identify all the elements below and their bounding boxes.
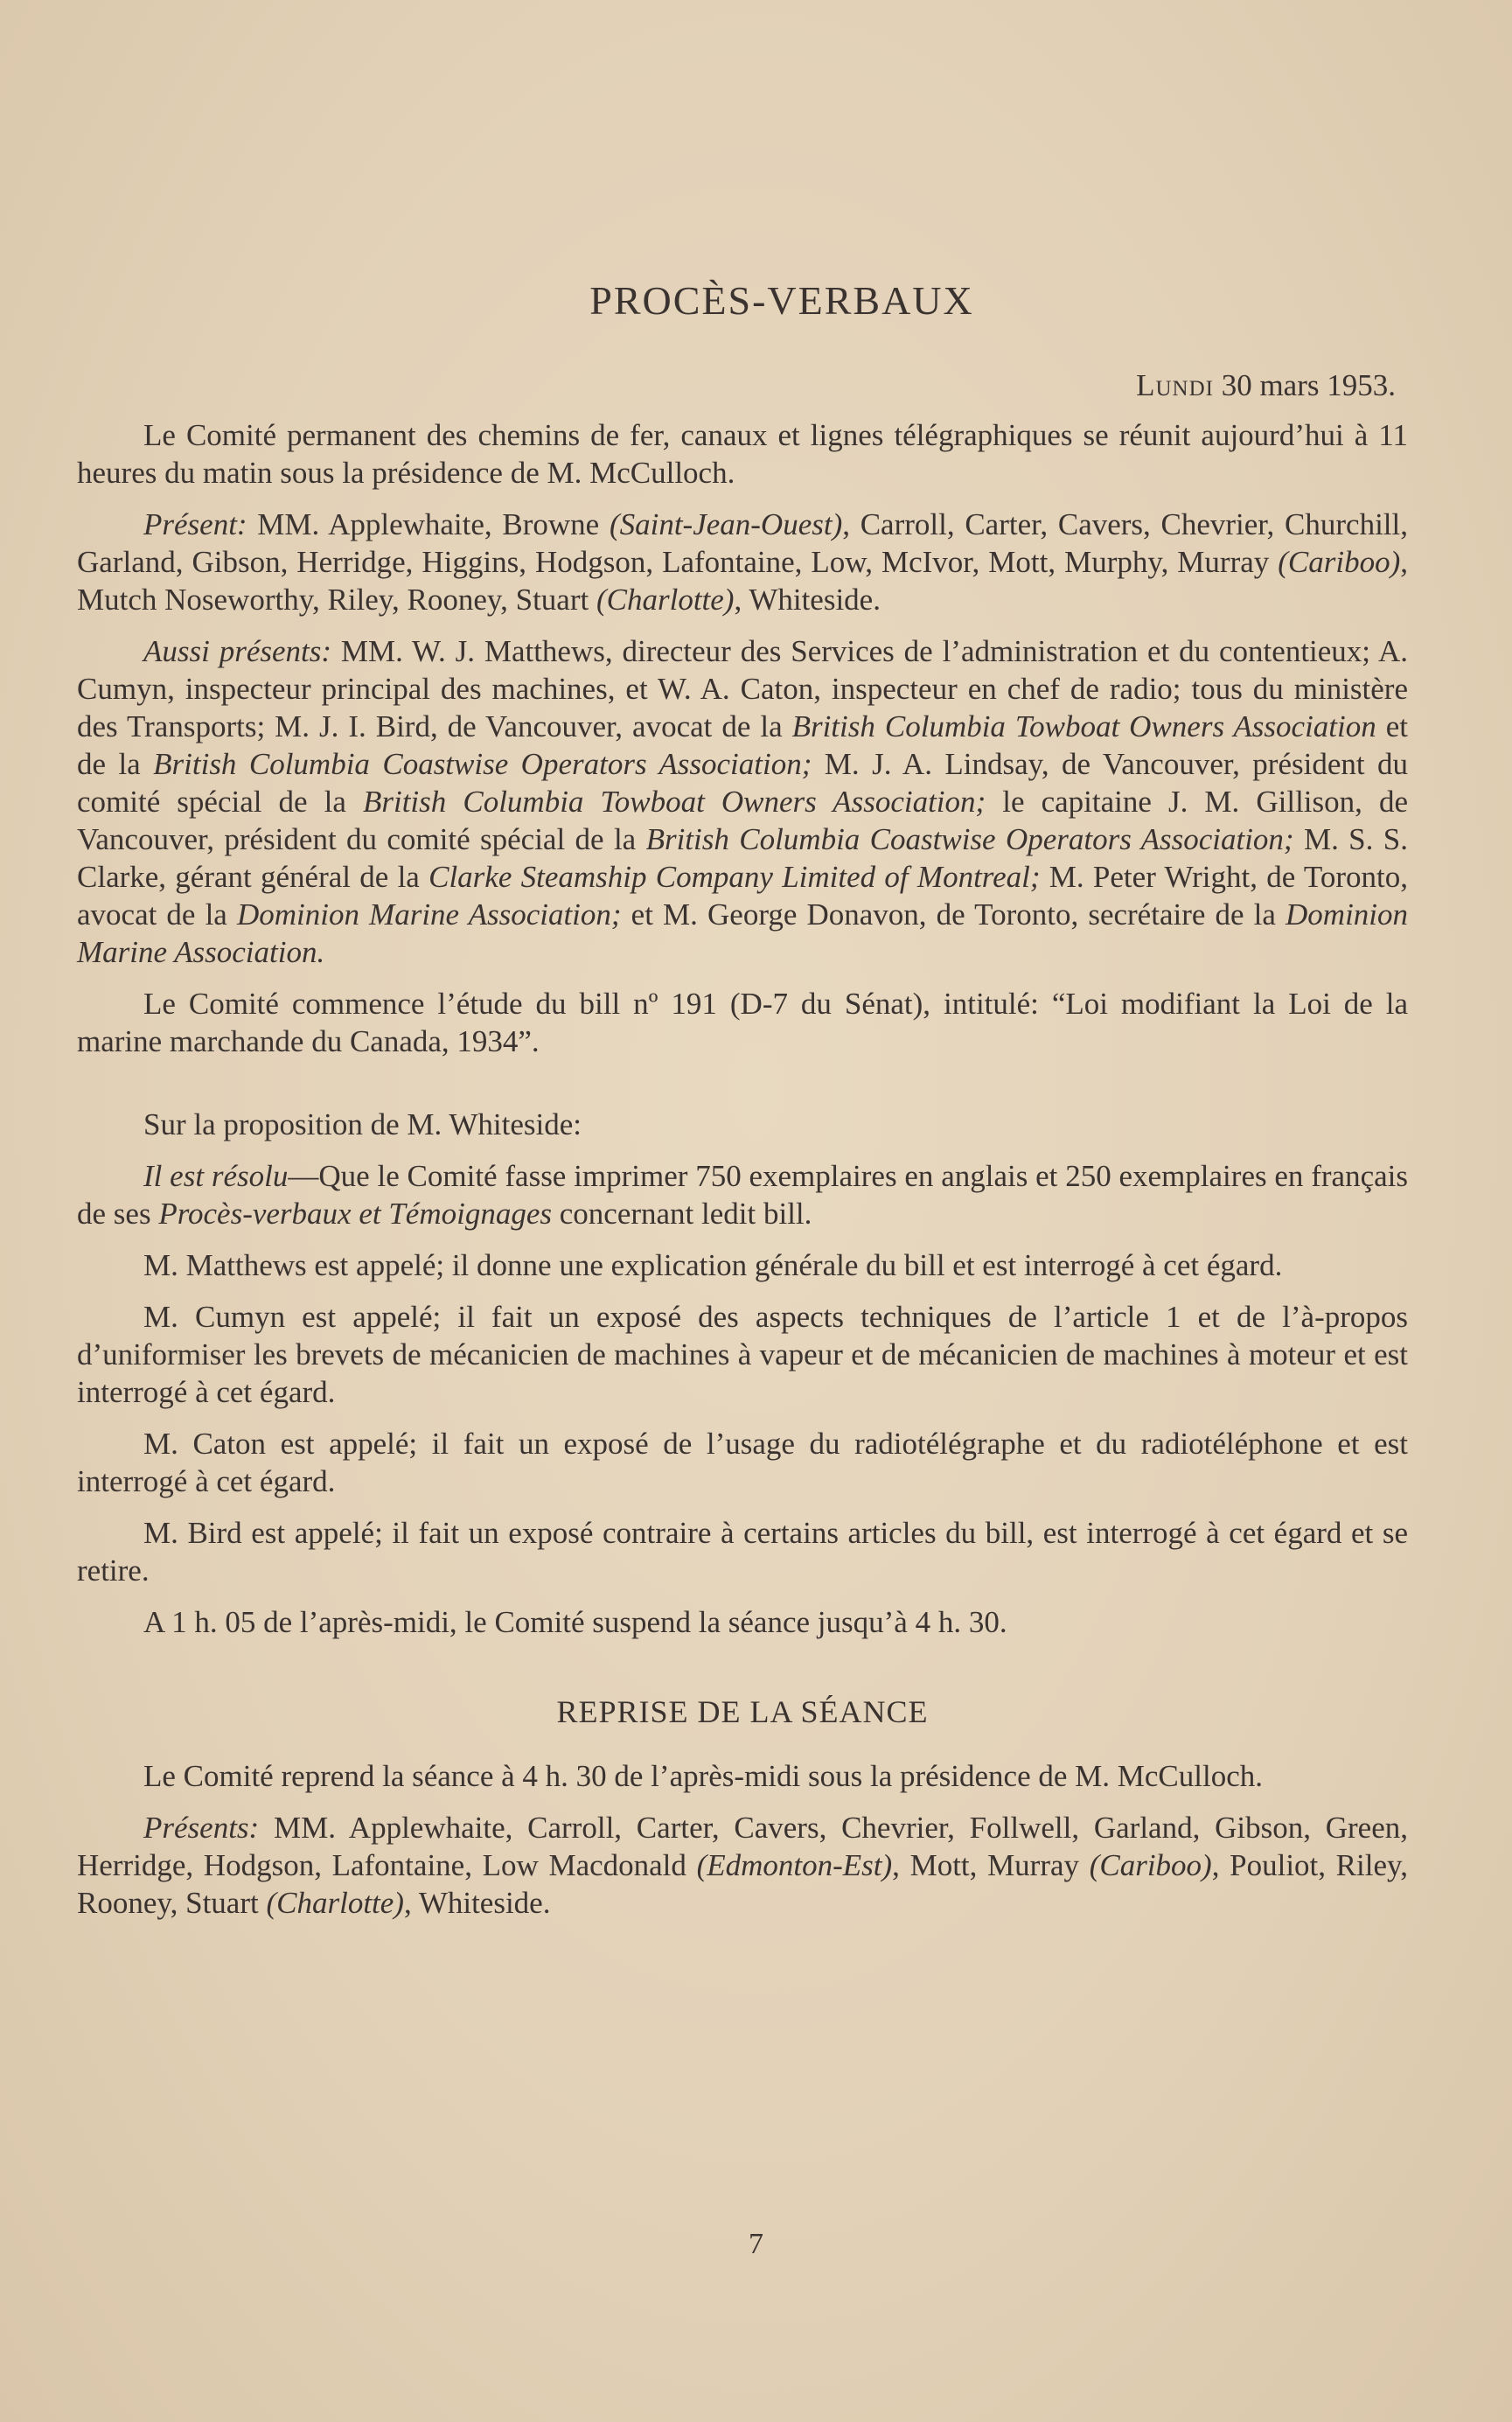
afternoon-riding-2: (Cariboo) xyxy=(1089,1848,1212,1882)
also-text-6: M. Peter Wright, de Toronto, avocat de la xyxy=(77,860,1408,932)
paragraph-bird: M. Bird est appelé; il fait un exposé contraire à certains articles du bill, est interrogé à cet égard et se retire. xyxy=(77,1516,1408,1588)
afternoon-text-4: , Whiteside. xyxy=(403,1886,551,1920)
members-lead: Présent: xyxy=(143,507,247,541)
date-rest: 30 mars 1953. xyxy=(1213,368,1396,402)
also-org-2: British Columbia Coastwise Operators Association; xyxy=(153,747,812,781)
resolution-text-1: —Que le Comité fasse imprimer 750 exemplaires en anglais et 250 exemplaires en français de ses xyxy=(77,1159,1408,1231)
paragraph-matthews: M. Matthews est appelé; il donne une explication générale du bill et est interrogé à cet égard. xyxy=(143,1248,1283,1282)
paragraph-opening: Le Comité permanent des chemins de fer, canaux et lignes télégraphiques se réunit aujourd’hui à 11 heures du matin sous la présidence de M. McCulloch. xyxy=(77,418,1408,490)
also-org-3: British Columbia Towboat Owners Association; xyxy=(362,785,986,819)
also-present-lead: Aussi présents: xyxy=(143,634,332,668)
paragraph-bill-study: Le Comité commence l’étude du bill nº 191 (D-7 du Sénat), intitulé: “Loi modifiant la Loi de la marine marchande du Canada, 1934”. xyxy=(77,987,1408,1058)
also-org-1: British Columbia Towboat Owners Association xyxy=(791,709,1376,743)
also-org-7: Dominion Marine Association. xyxy=(77,897,1409,969)
paragraph-members-present xyxy=(77,506,1408,618)
members-text-3: , Mutch Noseworthy, Riley, Rooney, Stuart xyxy=(77,545,1408,617)
members-riding-3: (Charlotte) xyxy=(596,583,735,617)
members-riding-2: (Cariboo) xyxy=(1278,545,1401,579)
also-text-7: et M. George Donavon, de Toronto, secrétaire de la xyxy=(621,897,1286,932)
afternoon-text-3: , Pouliot, Riley, Rooney, Stuart xyxy=(77,1848,1408,1920)
date-weekday: Lundi xyxy=(1136,368,1214,402)
paragraph-resumption: Le Comité reprend la séance à 4 h. 30 de l’après-midi sous la présidence de M. McCulloch. xyxy=(143,1759,1264,1793)
members-text-2: , Carroll, Carter, Cavers, Chevrier, Churchill, Garland, Gibson, Herridge, Higgins, Hodgson, Lafontaine, Low, McIvor, Mott, Murphy, Murray xyxy=(77,507,1408,579)
resolution-lead: Il est résolu xyxy=(143,1159,289,1193)
afternoon-riding-1: (Edmonton-Est) xyxy=(696,1848,893,1882)
page-title: PROCÈS-VERBAUX xyxy=(589,278,974,323)
paragraph-members-present-afternoon xyxy=(77,1809,1408,1922)
afternoon-text-1: MM. Applewhaite, Carroll, Carter, Cavers, Chevrier, Follwell, Garland, Gibson, Green, Herridge, Hodgson, Lafontaine, Low Macdonald xyxy=(77,1811,1408,1882)
also-org-4: British Columbia Coastwise Operators Association; xyxy=(645,822,1294,856)
paragraph-caton: M. Caton est appelé; il fait un exposé de l’usage du radiotélégraphe et du radiotéléphone et est interrogé à cet égard. xyxy=(77,1427,1408,1498)
members-text-1: MM. Applewhaite, Browne xyxy=(247,507,610,541)
afternoon-riding-3: (Charlotte) xyxy=(266,1886,404,1920)
resolution-text-2: concernant ledit bill. xyxy=(552,1197,812,1231)
also-text-4: le capitaine J. M. Gillison, de Vancouver, président du comité spécial de la xyxy=(77,785,1408,856)
also-text-1: MM. W. J. Matthews, directeur des Services de l’administration et du contentieux; A. Cumyn, inspecteur principal des machines, et W. A. Caton, inspecteur en chef de radio; tous du ministère des Transports; M. J. I. Bird, de Vancouver, avocat de la xyxy=(77,634,1408,743)
afternoon-text-2: , Mott, Murray xyxy=(892,1848,1090,1882)
also-text-2: et de la xyxy=(77,709,1408,781)
also-org-5: Clarke Steamship Company Limited of Montreal; xyxy=(429,860,1041,894)
page-number: 7 xyxy=(749,2228,763,2260)
section-title-resumption: REPRISE DE LA SÉANCE xyxy=(556,1694,929,1729)
members-riding-1: (Saint-Jean-Ouest) xyxy=(609,507,843,541)
also-org-6: Dominion Marine Association; xyxy=(236,897,622,932)
meeting-date xyxy=(77,366,1408,404)
paragraph-adjournment: A 1 h. 05 de l’après-midi, le Comité suspend la séance jusqu’à 4 h. 30. xyxy=(143,1605,1007,1639)
also-text-3: M. J. A. Lindsay, de Vancouver, président du comité spécial de la xyxy=(77,747,1408,819)
members-text-4: , Whiteside. xyxy=(734,583,881,617)
paragraph-resolution xyxy=(77,1157,1408,1232)
paragraph-also-present xyxy=(77,632,1408,971)
resolution-title: Procès-verbaux et Témoignages xyxy=(158,1197,552,1231)
page-content xyxy=(77,262,1408,1936)
also-text-5: M. S. S. Clarke, gérant général de la xyxy=(77,822,1408,894)
paragraph-cumyn: M. Cumyn est appelé; il fait un exposé des aspects techniques de l’article 1 et de l’à-propos d’uniformiser les brevets de mécanicien de machines à vapeur et de mécanicien de machines à moteur et est interrogé à cet égard. xyxy=(77,1300,1408,1409)
afternoon-members-lead: Présents: xyxy=(143,1811,260,1845)
paragraph-motion: Sur la proposition de M. Whiteside: xyxy=(143,1107,582,1141)
